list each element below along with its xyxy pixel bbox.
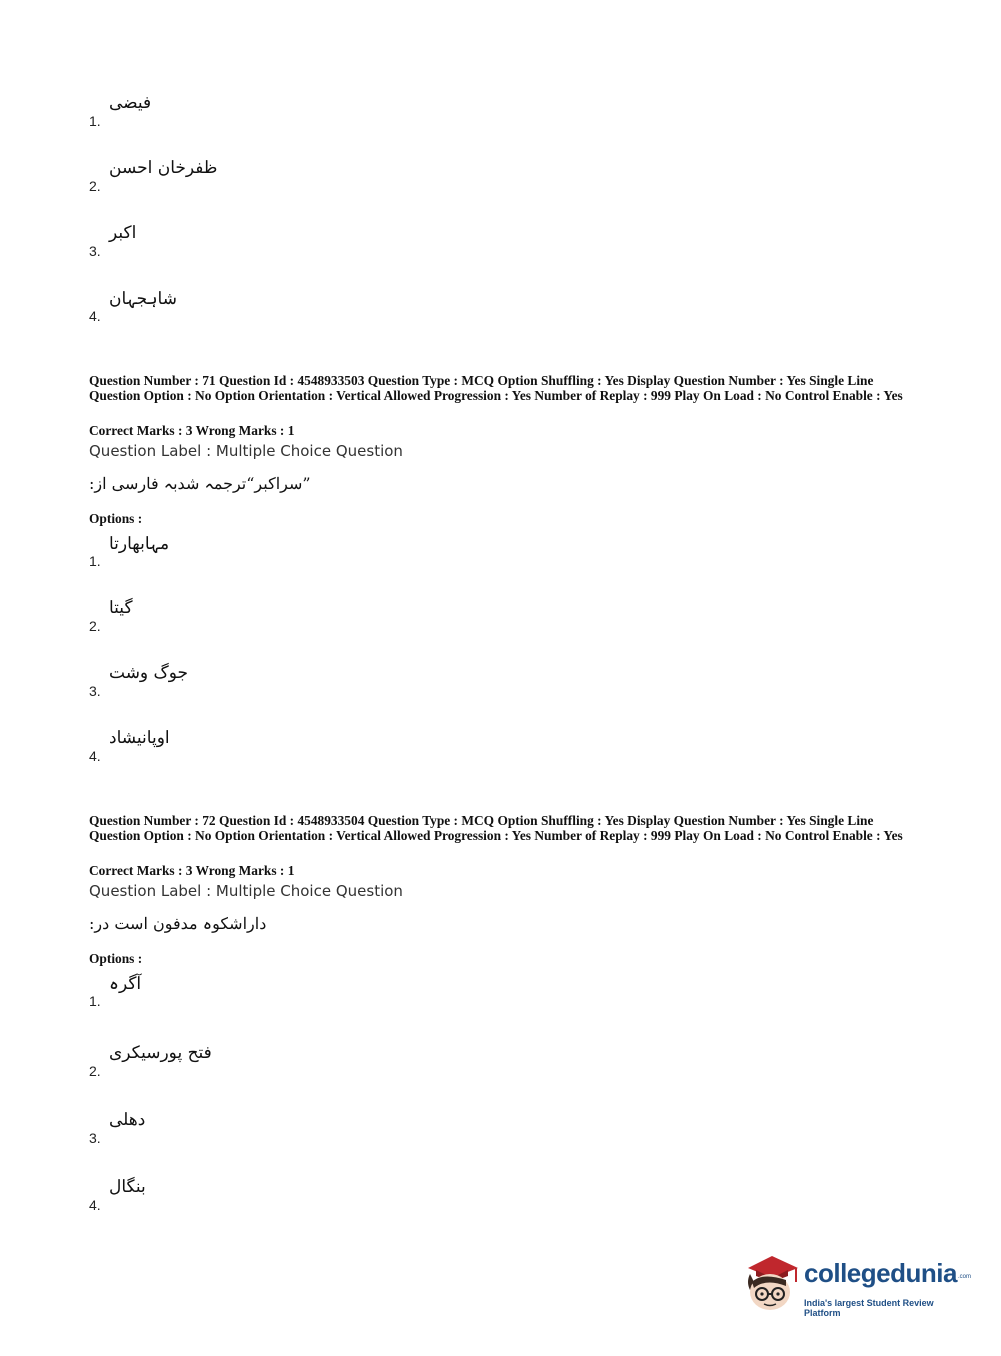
question-71-label: Question Label : Multiple Choice Question bbox=[89, 442, 403, 460]
option-number: 1. bbox=[89, 993, 101, 1009]
option-number: 2. bbox=[89, 618, 101, 634]
logo-brand: collegedunia bbox=[804, 1258, 957, 1288]
option-number: 3. bbox=[89, 1130, 101, 1146]
option-text: مہابھارتا bbox=[109, 534, 170, 554]
question-71-marks: Correct Marks : 3 Wrong Marks : 1 bbox=[89, 423, 295, 438]
option-number: 4. bbox=[89, 748, 101, 764]
option-text: ظفرخان احسن bbox=[109, 158, 218, 178]
option-text: شاہجہان bbox=[109, 289, 177, 309]
question-72-text: داراشکوہ مدفون است در: bbox=[89, 914, 267, 933]
option-text: فتح پورسیکری bbox=[109, 1043, 212, 1063]
question-71-options-label: Options : bbox=[89, 511, 143, 526]
option-number: 4. bbox=[89, 308, 101, 324]
option-text: گیتا bbox=[109, 598, 133, 618]
option-text: اوپانیشاد bbox=[109, 728, 170, 748]
option-number: 3. bbox=[89, 243, 101, 259]
option-text: جوگ وشت bbox=[109, 663, 189, 683]
option-text: اکبر bbox=[109, 223, 137, 243]
logo-tagline: India's largest Student Review Platform bbox=[804, 1298, 934, 1318]
logo-suffix: .com bbox=[958, 1274, 972, 1280]
option-text: آگرہ bbox=[109, 974, 142, 994]
question-71-text: ”سراکبر“ترجمہ شدبہ فارسی از: bbox=[89, 474, 311, 493]
option-number: 1. bbox=[89, 113, 101, 129]
option-number: 4. bbox=[89, 1197, 101, 1213]
question-72-marks: Correct Marks : 3 Wrong Marks : 1 bbox=[89, 863, 295, 878]
question-72-meta: Question Number : 72 Question Id : 4548933504 Question Type : MCQ Option Shuffling : Yes Display Question Number : Yes Single Line Question Option : No Option Orientation : Vertical Allowed Progression : Yes Number of Replay : 999 Play On Load : No Control Enable : Yes bbox=[89, 813, 903, 843]
question-71-meta: Question Number : 71 Question Id : 4548933503 Question Type : MCQ Option Shuffling : Yes Display Question Number : Yes Single Line Question Option : No Option Orientation : Vertical Allowed Progression : Yes Number of Replay : 999 Play On Load : No Control Enable : Yes bbox=[89, 373, 903, 403]
question-72-options-label: Options : bbox=[89, 951, 143, 966]
option-number: 2. bbox=[89, 178, 101, 194]
option-number: 3. bbox=[89, 683, 101, 699]
option-number: 2. bbox=[89, 1063, 101, 1079]
option-number: 1. bbox=[89, 553, 101, 569]
mascot-icon bbox=[742, 1252, 800, 1312]
option-text: دھلی bbox=[109, 1110, 146, 1130]
collegedunia-logo[interactable] bbox=[742, 1250, 972, 1318]
option-text: فیضی bbox=[109, 93, 152, 113]
question-72-label: Question Label : Multiple Choice Question bbox=[89, 882, 403, 900]
option-text: بنگال bbox=[109, 1177, 146, 1197]
